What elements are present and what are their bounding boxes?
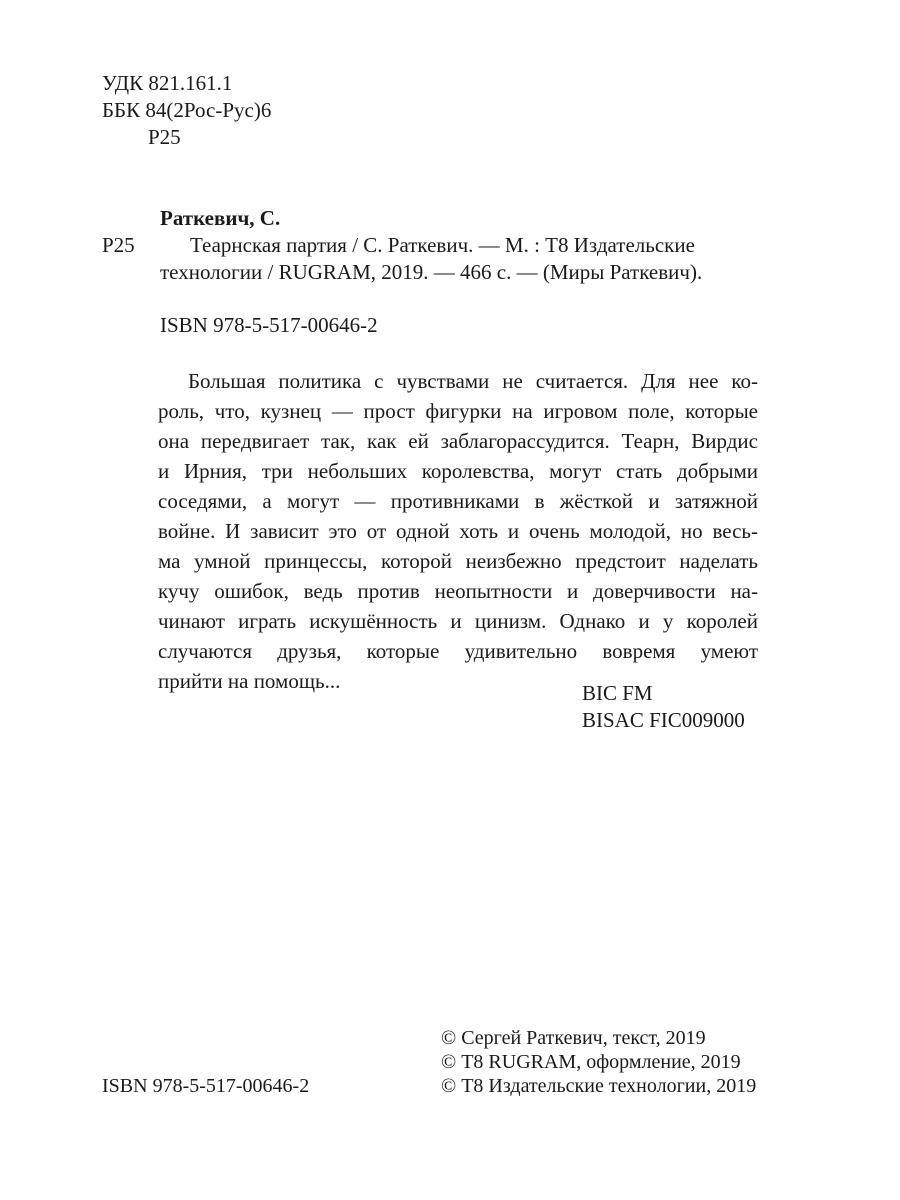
author-name: Раткевич, С. (160, 206, 281, 230)
bbk-code: ББК 84(2Рос-Рус)6 (102, 98, 272, 122)
copyright-line: © Т8 Издательские технологии, 2019 (441, 1075, 757, 1097)
annotation-line: и Ирния, три небольших королевства, могут стать добрыми (158, 459, 758, 483)
udk-code: УДК 821.161.1 (102, 71, 233, 95)
annotation-line: она передвигает так, как ей заблагорассудится. Теарн, Вирдис (158, 429, 758, 453)
subject-codes (582, 680, 745, 734)
bibliographic-description (160, 232, 758, 286)
author-mark-code: Р25 (148, 125, 181, 149)
annotation-line: войне. И зависит это от одной хоть и очень молодой, но весь- (158, 519, 758, 543)
classification-block (102, 70, 271, 151)
copyright-line: © Сергей Раткевич, текст, 2019 (441, 1027, 706, 1049)
annotation-line: кучу ошибок, ведь против неопытности и доверчивости на- (158, 579, 758, 603)
copyright-line: © Т8 RUGRAM, оформление, 2019 (441, 1051, 741, 1073)
annotation-line: ма умной принцессы, которой неизбежно предстоит наделать (158, 549, 758, 573)
bisac-code: BISAC FIC009000 (582, 708, 745, 732)
bib-line: Теарнская партия / С. Раткевич. — М. : Т8 Издательские (190, 233, 695, 257)
annotation-line: соседями, а могут — противниками в жёсткой и затяжной (158, 489, 758, 513)
bib-line: технологии / RUGRAM, 2019. — 466 с. — (Миры Раткевич). (160, 260, 703, 284)
isbn-top: ISBN 978-5-517-00646-2 (160, 313, 378, 337)
annotation-line: Большая политика с чувствами не считается. Для нее ко- (188, 369, 758, 393)
annotation-line: прийти на помощь... (158, 669, 341, 693)
isbn-bottom: ISBN 978-5-517-00646-2 (102, 1075, 310, 1097)
annotation (158, 366, 758, 696)
annotation-line: чинают играть искушённость и цинизм. Однако и у королей (158, 609, 758, 633)
annotation-line: случаются друзья, которые удивительно вовремя умеют (158, 639, 758, 663)
bic-code: BIC FM (582, 681, 653, 705)
annotation-line: роль, что, кузнец — прост фигурки на игровом поле, которые (158, 399, 758, 423)
author-mark-side: Р25 (102, 233, 135, 257)
copyright-block (441, 1026, 756, 1098)
